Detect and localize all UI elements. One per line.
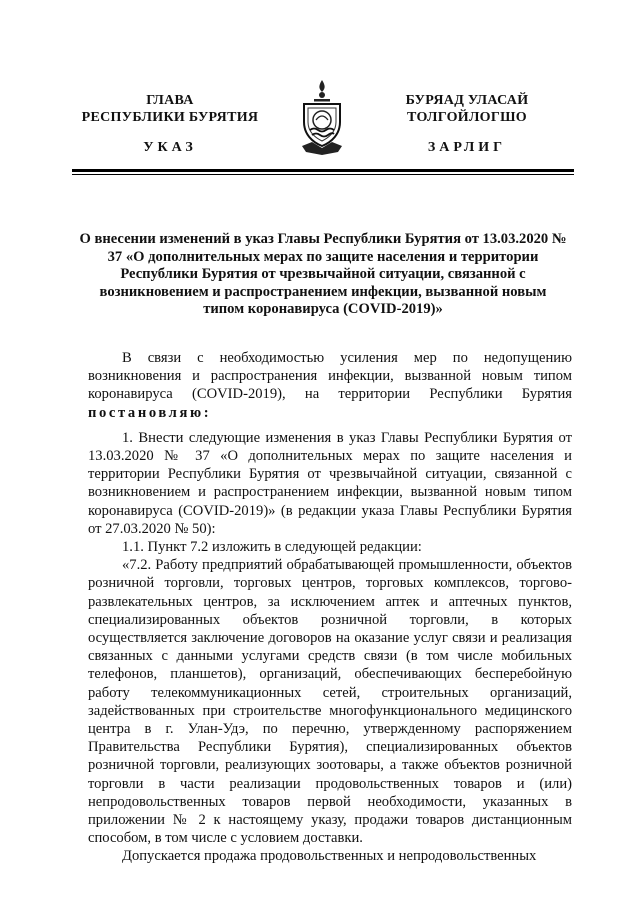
header-left-line1: ГЛАВА [146, 93, 194, 108]
item-1-1-paragraph: 1.1. Пункт 7.2 изложить в следующей редакции: [122, 539, 422, 556]
decree-label-right: ЗАРЛИГ [427, 140, 507, 155]
coat-of-arms-emblem [294, 78, 350, 156]
header-right-line1: БУРЯАД УЛАСАЙ [405, 93, 529, 108]
header-rule-thick [72, 169, 574, 172]
document-body [88, 349, 572, 866]
coat-of-arms-icon [294, 78, 350, 156]
header-left-block [75, 92, 265, 126]
continuation-paragraph: Допускается продажа продовольственных и непродовольственных [122, 848, 537, 865]
item-1-paragraph: 1. Внести следующие изменения в указ Главы Республики Бурятия от 13.03.2020 № 37 «О дополнительных мерах по защите населения и территории Республики Бурятия от чрезвычайной ситуации, связанной с возникновением и распространением инфекции, вызванной новым типом коронавируса (COVID-2019)» (в редакции указа Главы Республики Бурятия от 27.03.2020 № 50): [88, 429, 572, 537]
intro-keyword: постановляю: [88, 404, 212, 421]
intro-paragraph [88, 349, 572, 422]
decree-label-left: УКАЗ [143, 140, 197, 155]
header-right-line2: ТОЛГОЙЛОГШО [407, 110, 527, 125]
header-left-line2: РЕСПУБЛИКИ БУРЯТИЯ [81, 110, 259, 125]
header-rule-thin [72, 174, 574, 175]
intro-text: В связи с необходимостью усиления мер по недопущению возникновения и распространения инфекции, вызванной новым типом коронавируса (COVID-2019), на территории Республики Бурятия [88, 350, 572, 403]
clause-7-2-paragraph: «7.2. Работу предприятий обрабатывающей промышленности, объектов розничной торговли, торговых центров, торговых комплексов, торгово-развлекательных центров, за исключением аптек и аптечных пунктов, специализированных объектов розничной торговли, в которых осуществляется заключение договоров на оказание услуг связи и реализация связанных с данными услугами средств связи (в том числе мобильных телефонов, планшетов), организаций, обеспечивающих бесперебойную работу телекоммуникационных сетей, строительных организаций, задействованных при строительстве многофункционального медицинского центра в г. Улан-Удэ, по перечню, утвержденному распоряжением Правительства Республики Бурятия), специализированных объектов розничной торговли, реализующих зоотовары, а также объектов розничной торговли в части реализации продовольственных товаров и (или) непродовольственных товаров первой необходимости, указанных в приложении № 2 к настоящему указу, продажи товаров дистанционным способом, в том числе с условием доставки. [88, 557, 572, 847]
document-title: О внесении изменений в указ Главы Республики Бурятия от 13.03.2020 № 37 «О дополнительных мерах по защите населения и территории Республики Бурятия от чрезвычайной ситуации, связанной с возникновением и распространением инфекции, вызванной новым типом коронавируса (COVID-2019)» [79, 231, 567, 318]
header-right-block [372, 92, 562, 126]
